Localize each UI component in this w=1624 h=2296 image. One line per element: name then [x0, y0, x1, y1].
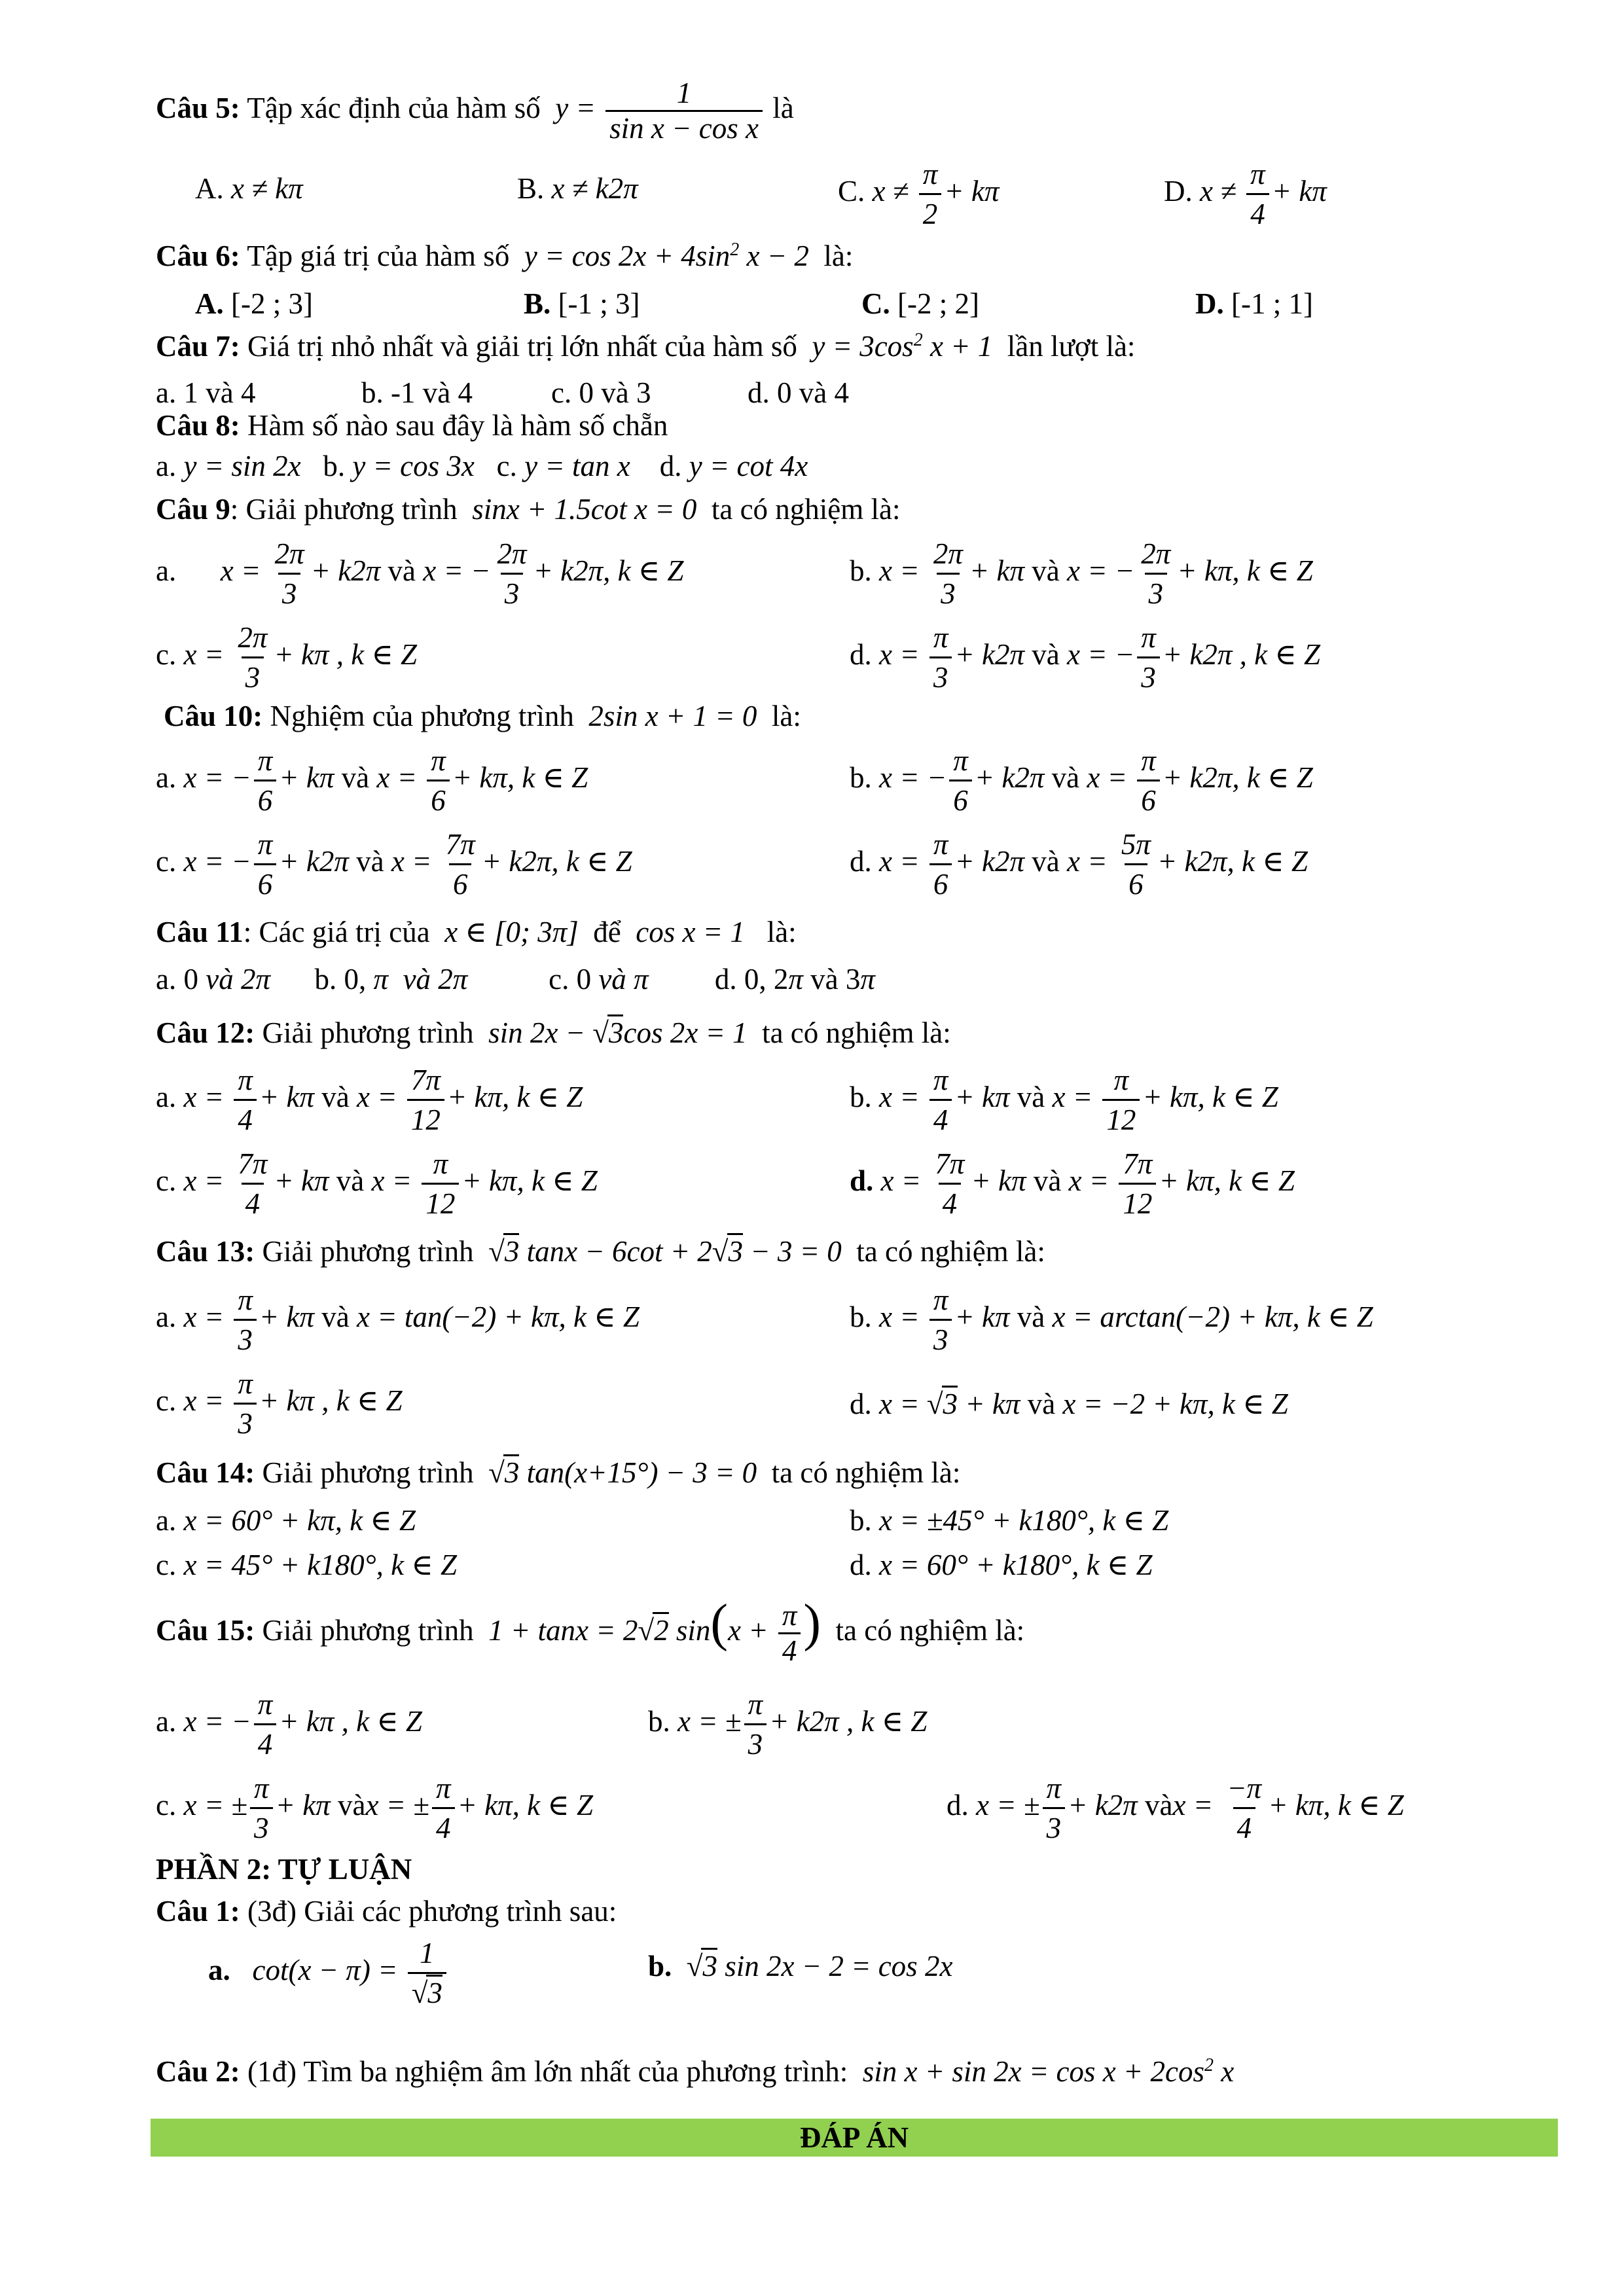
answer-header: ĐÁP ÁN [151, 2119, 1558, 2157]
q6-option-a: A. [-2 ; 3] [195, 287, 313, 320]
q7-option-b: b. -1 và 4 [361, 376, 473, 409]
q6-option-c: C. [-2 ; 2] [861, 287, 979, 320]
q5-tail: là [772, 91, 794, 124]
essay-q1-part-b: b. √3 sin 2x − 2 = cos 2x [648, 1949, 952, 1983]
q15-option-c: c. x = ± $\frac{\pi}{3}$ + kπ vàx = ± $\frac{\pi}{4}$ + kπ, k ∈ Z [156, 1772, 593, 1844]
question-10: Câu 10: Nghiệm của phương trình 2sin x + 1 = 0 là: [164, 700, 801, 732]
q13-option-b: b. x = $\frac{\pi}{3}$ + kπ và x = arctan(−2) + kπ, k ∈ Z [850, 1283, 1373, 1356]
q5-option-c: C. x ≠ $\frac{\pi}{2}$ + kπ [838, 158, 1000, 230]
q7-option-a: a. 1 và 4 [156, 376, 256, 409]
q5-option-d: D. x ≠ $\frac{\pi}{4}$ + kπ [1164, 158, 1327, 230]
q10-option-a: a. x = − $\frac{\pi}{6}$ + kπ và x = $\frac{\pi}{6}$ + kπ, k ∈ Z [156, 744, 588, 817]
question-9: Câu 9: Giải phương trình sinx + 1.5cot x = 0 ta có nghiệm là: [156, 493, 901, 526]
q14-option-d: d. x = 60° + k180°, k ∈ Z [850, 1549, 1153, 1581]
question-13: Câu 13: Giải phương trình √3 tanx − 6cot + 2√3 − 3 = 0 ta có nghiệm là: [156, 1237, 1045, 1266]
essay-question-1: Câu 1: (3đ) Giải các phương trình sau: [156, 1895, 617, 1928]
question-7: Câu 7: Giá trị nhỏ nhất và giải trị lớn nhất của hàm số $y = 3\cos^2$ x + 1 lần lượt là: [156, 330, 1136, 363]
q15-option-a: a. x = − $\frac{\pi}{4}$ + kπ , k ∈ Z [156, 1688, 422, 1761]
q5-formula: y = $\frac{1}{\text{sin x − cos x}}$ [548, 92, 765, 124]
q5-option-b: B. x ≠ k2π [517, 172, 638, 205]
q9-option-d: d. x = $\frac{\pi}{3}$ + k2π và x = − $\frac{\pi}{3}$ + k2π , k ∈ Z [850, 621, 1320, 694]
essay-question-2: Câu 2: (1đ) Tìm ba nghiệm âm lớn nhất của phương trình: $\sin x + \sin 2x = \cos x + 2\cos^2$ x [156, 2055, 1235, 2088]
q10-option-b: b. x = − $\frac{\pi}{6}$ + k2π và x = $\frac{\pi}{6}$ + k2π, k ∈ Z [850, 744, 1313, 817]
q15-option-b: b. x = ± $\frac{\pi}{3}$ + k2π , k ∈ Z [648, 1688, 928, 1761]
q10-option-c: c. x = − $\frac{\pi}{6}$ + k2π và x = $\frac{7\pi}{6}$ + k2π, k ∈ Z [156, 828, 632, 901]
q5-option-a: A. x ≠ kπ [195, 172, 303, 205]
question-14: Câu 14: Giải phương trình √3 tan(x+15°) − 3 = 0 ta có nghiệm là: [156, 1458, 960, 1488]
q14-option-a: a. x = 60° + kπ, k ∈ Z [156, 1504, 416, 1537]
q5-text: Tập xác định của hàm số [247, 91, 541, 124]
q8-options: a. y = sin 2x b. y = cos 3x c. y = tan x d. y = cot 4x [156, 450, 808, 482]
q13-option-a: a. x = $\frac{\pi}{3}$ + kπ và x = tan(−2) + kπ, k ∈ Z [156, 1283, 640, 1356]
q7-option-d: d. 0 và 4 [748, 376, 849, 409]
question-5 [156, 79, 794, 143]
q12-option-a: a. x = $\frac{\pi}{4}$ + kπ và x = $\frac{7\pi}{12}$ + kπ, k ∈ Z [156, 1064, 583, 1136]
q9-option-b: b. x = $\frac{2\pi}{3}$ + kπ và x = − $\frac{2\pi}{3}$ + kπ, k ∈ Z [850, 537, 1313, 610]
q12-option-b: b. x = $\frac{\pi}{4}$ + kπ và x = $\frac{\pi}{12}$ + kπ, k ∈ Z [850, 1064, 1278, 1136]
essay-q1-part-a: a. cot(x − π) = $\frac{1}{√3}$ [208, 1936, 449, 2010]
q13-option-c: c. x = $\frac{\pi}{3}$ + kπ , k ∈ Z [156, 1367, 403, 1440]
q6-option-b: B. [-1 ; 3] [524, 287, 640, 320]
q13-option-d: d. x = √3 + kπ và x = −2 + kπ, k ∈ Z [850, 1386, 1288, 1421]
q6-option-d: D. [-1 ; 1] [1195, 287, 1313, 320]
q11-options: a. 0 và 2π b. 0, π và 2π c. 0 và π d. 0, 2π và 3π [156, 963, 875, 996]
question-6: Câu 6: Tập giá trị của hàm số $y = \cos 2x + 4\sin^2$ x − 2 là: [156, 240, 854, 272]
q9-option-a: a. x = $\frac{2\pi}{3}$ + k2π và x = − $\frac{2\pi}{3}$ + k2π, k ∈ Z [156, 537, 684, 610]
q14-option-b: b. x = ±45° + k180°, k ∈ Z [850, 1504, 1169, 1537]
q10-option-d: d. x = $\frac{\pi}{6}$ + k2π và x = $\frac{5\pi}{6}$ + k2π, k ∈ Z [850, 828, 1308, 901]
question-11: Câu 11: Các giá trị của x ∈ [0; 3π] để cos x = 1 là: [156, 916, 797, 948]
q9-option-c: c. x = $\frac{2\pi}{3}$ + kπ , k ∈ Z [156, 621, 418, 694]
q15-option-d: d. x = ± $\frac{\pi}{3}$ + k2π vàx = $\frac{-\pi}{4}$ + kπ, k ∈ Z [947, 1772, 1404, 1844]
q7-option-c: c. 0 và 3 [551, 376, 651, 409]
q14-option-c: c. x = 45° + k180°, k ∈ Z [156, 1549, 457, 1581]
q12-option-d: d. x = $\frac{7\pi}{4}$ + kπ và x = $\frac{7\pi}{12}$ + kπ, k ∈ Z [850, 1147, 1295, 1220]
q12-option-c: c. x = $\frac{7\pi}{4}$ + kπ và x = $\frac{\pi}{12}$ + kπ, k ∈ Z [156, 1147, 598, 1220]
question-12: Câu 12: Giải phương trình sin 2x − √3cos 2x = 1 ta có nghiệm là: [156, 1018, 951, 1048]
part-2-title: PHẦN 2: TỰ LUẬN [156, 1853, 412, 1886]
question-15: Câu 15: Giải phương trình 1 + tanx = 2√2 sin(x + $\frac{\pi}{4}$ ) ta có nghiệm là: [156, 1594, 1025, 1668]
question-8: Câu 8: Hàm số nào sau đây là hàm số chẵn [156, 409, 668, 442]
q5-label: Câu 5: [156, 91, 240, 124]
